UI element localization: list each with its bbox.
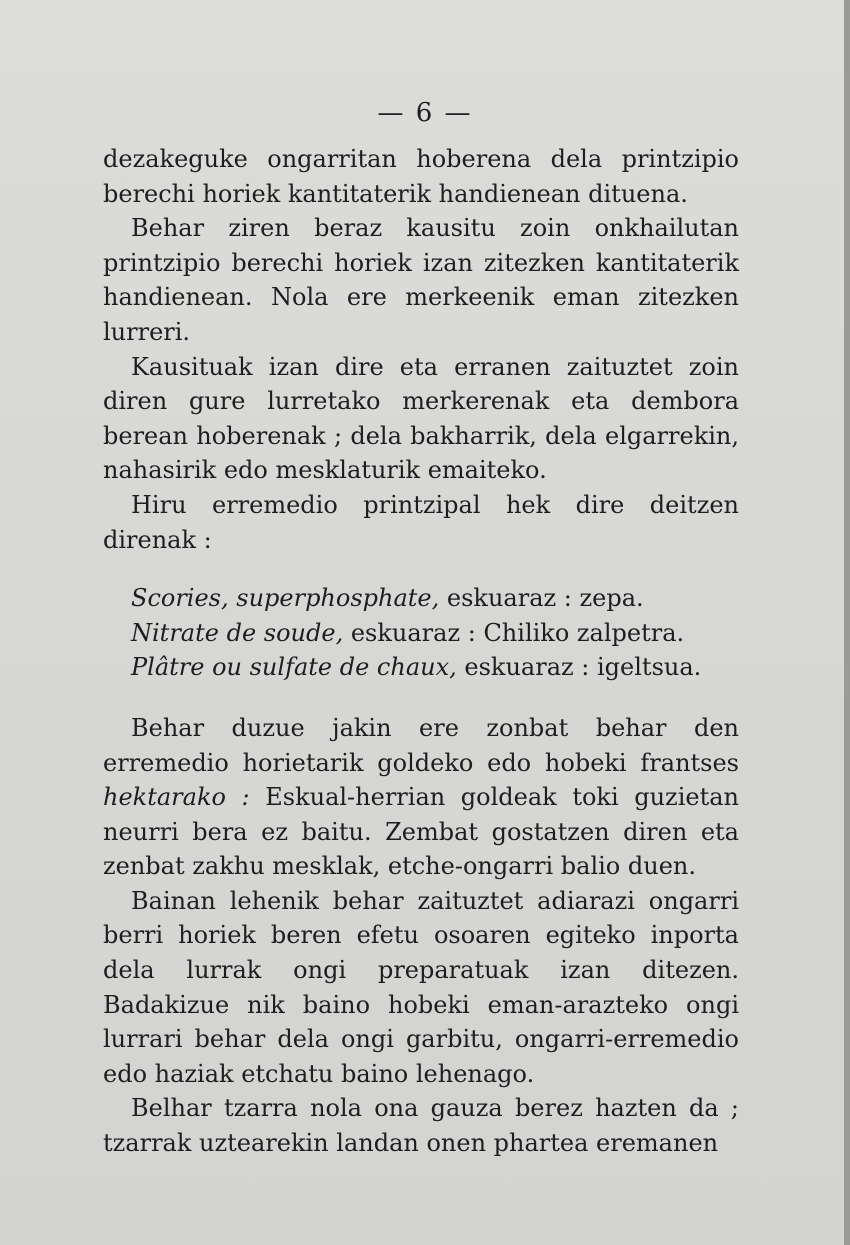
remedy-translation: eskuaraz : Chiliko zalpetra. <box>350 618 685 647</box>
paragraph-7: Belhar tzarra nola ona gauza berez hazten da ; tzarrak uztearekin landan onen phartea eremanen <box>103 1094 739 1158</box>
paragraph-5-start: Behar duzue jakin ere zonbat behar den erremedio horietarik goldeko edo hobeki frantses <box>103 713 739 777</box>
paragraph-2: Behar ziren beraz kausitu zoin onkhailutan printzipio berechi horiek izan zitezken kantitaterik handienean. Nola ere merkeenik eman zitezken lurreri. <box>103 214 739 346</box>
remedy-item <box>103 616 739 651</box>
remedy-name: Nitrate de soude, <box>131 618 344 647</box>
remedy-item <box>103 650 739 685</box>
paragraph-6: Bainan lehenik behar zaituztet adiarazi ongarri berri horiek beren efetu osoaren egiteko inporta dela lurrak ongi preparatuak izan ditezen. Badakizue nik baino hobeki eman-arazteko ongi lurrari behar dela ongi garbitu, ongarri-erremedio edo haziak etchatu baino lehenago. <box>103 886 739 1088</box>
remedies-list <box>103 581 739 685</box>
remedy-translation: eskuaraz : zepa. <box>446 584 644 613</box>
paragraph-1: dezakeguke ongarritan hoberena dela printzipio berechi horiek kantitaterik handienean dituena. <box>103 145 739 208</box>
remedy-name: Plâtre ou sulfate de chaux, <box>131 653 457 682</box>
page-number: — 6 — <box>377 98 473 128</box>
page-body <box>103 142 739 1161</box>
paragraph-3: Kausituak izan dire eta erranen zaituztet zoin diren gure lurretako merkerenak eta dembora berean hoberenak ; dela bakharrik, dela elgarrekin, nahasirik edo mesklaturik emaiteko. <box>103 352 739 485</box>
remedy-name: Scories, superphosphate, <box>131 584 440 613</box>
paragraph-5-end: Eskual-herrian goldeak toki guzietan neurri bera ez baitu. Zembat gostatzen diren eta zenbat zakhu mesklak, etche-ongarri balio duen. <box>103 783 739 881</box>
page-edge-shadow <box>844 0 850 1245</box>
paragraph-4: Hiru erremedio printzipal hek dire deitzen direnak : <box>103 490 739 554</box>
remedy-item <box>103 581 739 616</box>
paragraph-5-italic: hektarako : <box>103 783 250 812</box>
paragraph-5 <box>103 711 739 884</box>
remedy-translation: eskuaraz : igeltsua. <box>464 653 702 682</box>
